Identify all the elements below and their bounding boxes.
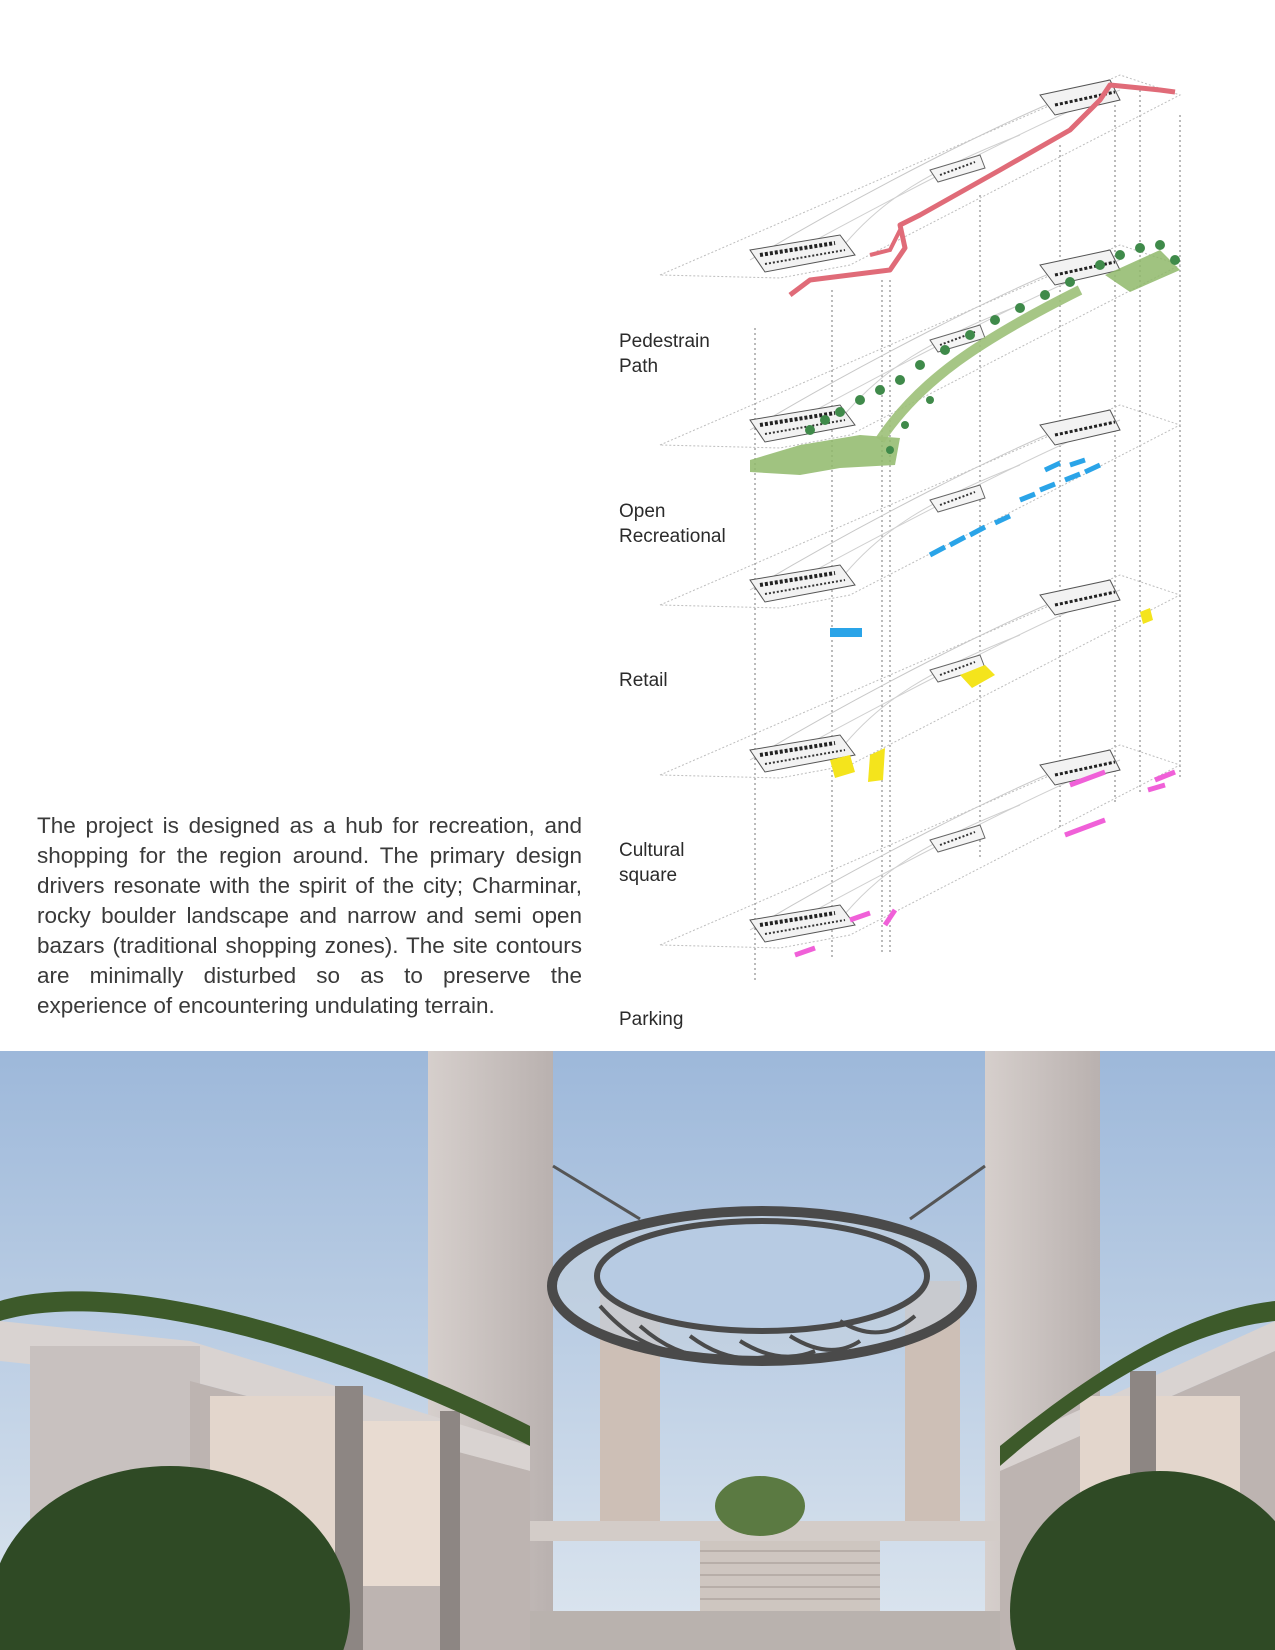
layer-label-pedestrian-path: Pedestrain Path <box>619 331 710 377</box>
layer-cultural-square <box>660 575 1180 782</box>
layer-label-retail: Retail <box>619 670 668 691</box>
layer-label-open-recreational: Open Recreational <box>619 501 726 547</box>
plaza <box>530 1611 1000 1650</box>
tree-center <box>715 1476 805 1536</box>
project-description: The project is designed as a hub for recreation, and shopping for the region around. The primary design drivers resonate with the spirit of the city; Charminar, rocky boulder landscape and narrow and semi open bazars (traditional shopping zones). The site contours are minimally disturbed so as to preserve the experience of encountering undulating terrain. <box>37 812 582 1018</box>
architectural-rendering <box>0 1051 1275 1650</box>
layer-open-recreational <box>660 240 1180 475</box>
layer-label-cultural-square: Cultural square <box>619 840 685 886</box>
retail-block <box>830 628 862 637</box>
layer-label-parking: Parking <box>619 1009 684 1030</box>
